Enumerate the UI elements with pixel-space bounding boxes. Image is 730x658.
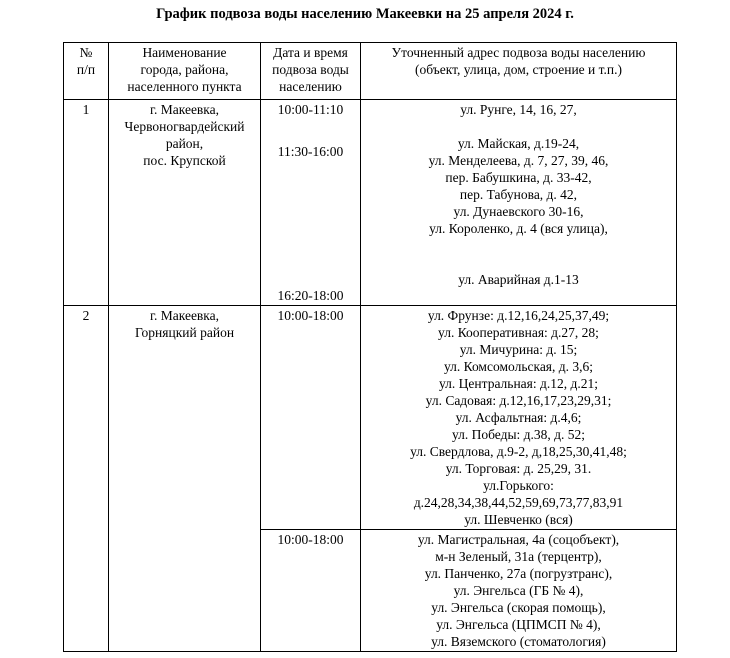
document-title: График подвоза воды населению Макеевки на 25 апреля 2024 г.: [156, 6, 574, 22]
row-num: 1: [64, 100, 109, 306]
water-schedule-table: [63, 42, 677, 652]
row-addresses: ул. Магистральная, 4а (соцобъект), м-н Зеленый, 31а (терцентр), ул. Панченко, 27а (погрузтранс), ул. Энгельса (ГБ № 4), ул. Энгельса (скорая помощь), ул. Энгельса (ЦПМСП № 4), ул. Вяземского (стоматология): [361, 530, 677, 652]
table-row: [64, 100, 677, 306]
row-addresses: ул. Фрунзе: д.12,16,24,25,37,49; ул. Кооперативная: д.27, 28; ул. Мичурина: д. 15; ул. Комсомольская, д. 3,6; ул. Центральная: д.12, д.21; ул. Садовая: д.12,16,17,23,29,31; ул. Асфальтная: д.4,6; ул. Победы: д.38, д. 52; ул. Свердлова, д.9-2, д,18,25,30,41,48; ул. Торговая: д. 25,29, 31. ул.Горького: д.24,28,34,38,44,52,59,69,73,77,83,91 ул. Шевченко (вся): [361, 306, 677, 530]
row-time: 10:00-18:00: [261, 530, 361, 652]
row-locality: г. Макеевка, Горняцкий район: [109, 306, 261, 652]
table-header-row: [64, 43, 677, 100]
row-time: 10:00-11:10 11:30-16:00 16:20-18:00: [261, 100, 361, 306]
row-num: 2: [64, 306, 109, 652]
header-time: Дата и время подвоза воды населению: [261, 43, 361, 100]
table-row: [64, 306, 677, 530]
row-addresses: ул. Рунге, 14, 16, 27, ул. Майская, д.19-24, ул. Менделеева, д. 7, 27, 39, 46, пер. Бабушкина, д. 33-42, пер. Табунова, д. 42, ул. Дунаевского 30-16, ул. Короленко, д. 4 (вся улица), ул. Аварийная д.1-13: [361, 100, 677, 306]
row-locality: г. Макеевка, Червоногвардейский район, пос. Крупской: [109, 100, 261, 306]
header-address: Уточненный адрес подвоза воды населению (объект, улица, дом, строение и т.п.): [361, 43, 677, 100]
row-time: 10:00-18:00: [261, 306, 361, 530]
header-name: Наименование города, района, населенного пункта: [109, 43, 261, 100]
header-num: № п/п: [64, 43, 109, 100]
